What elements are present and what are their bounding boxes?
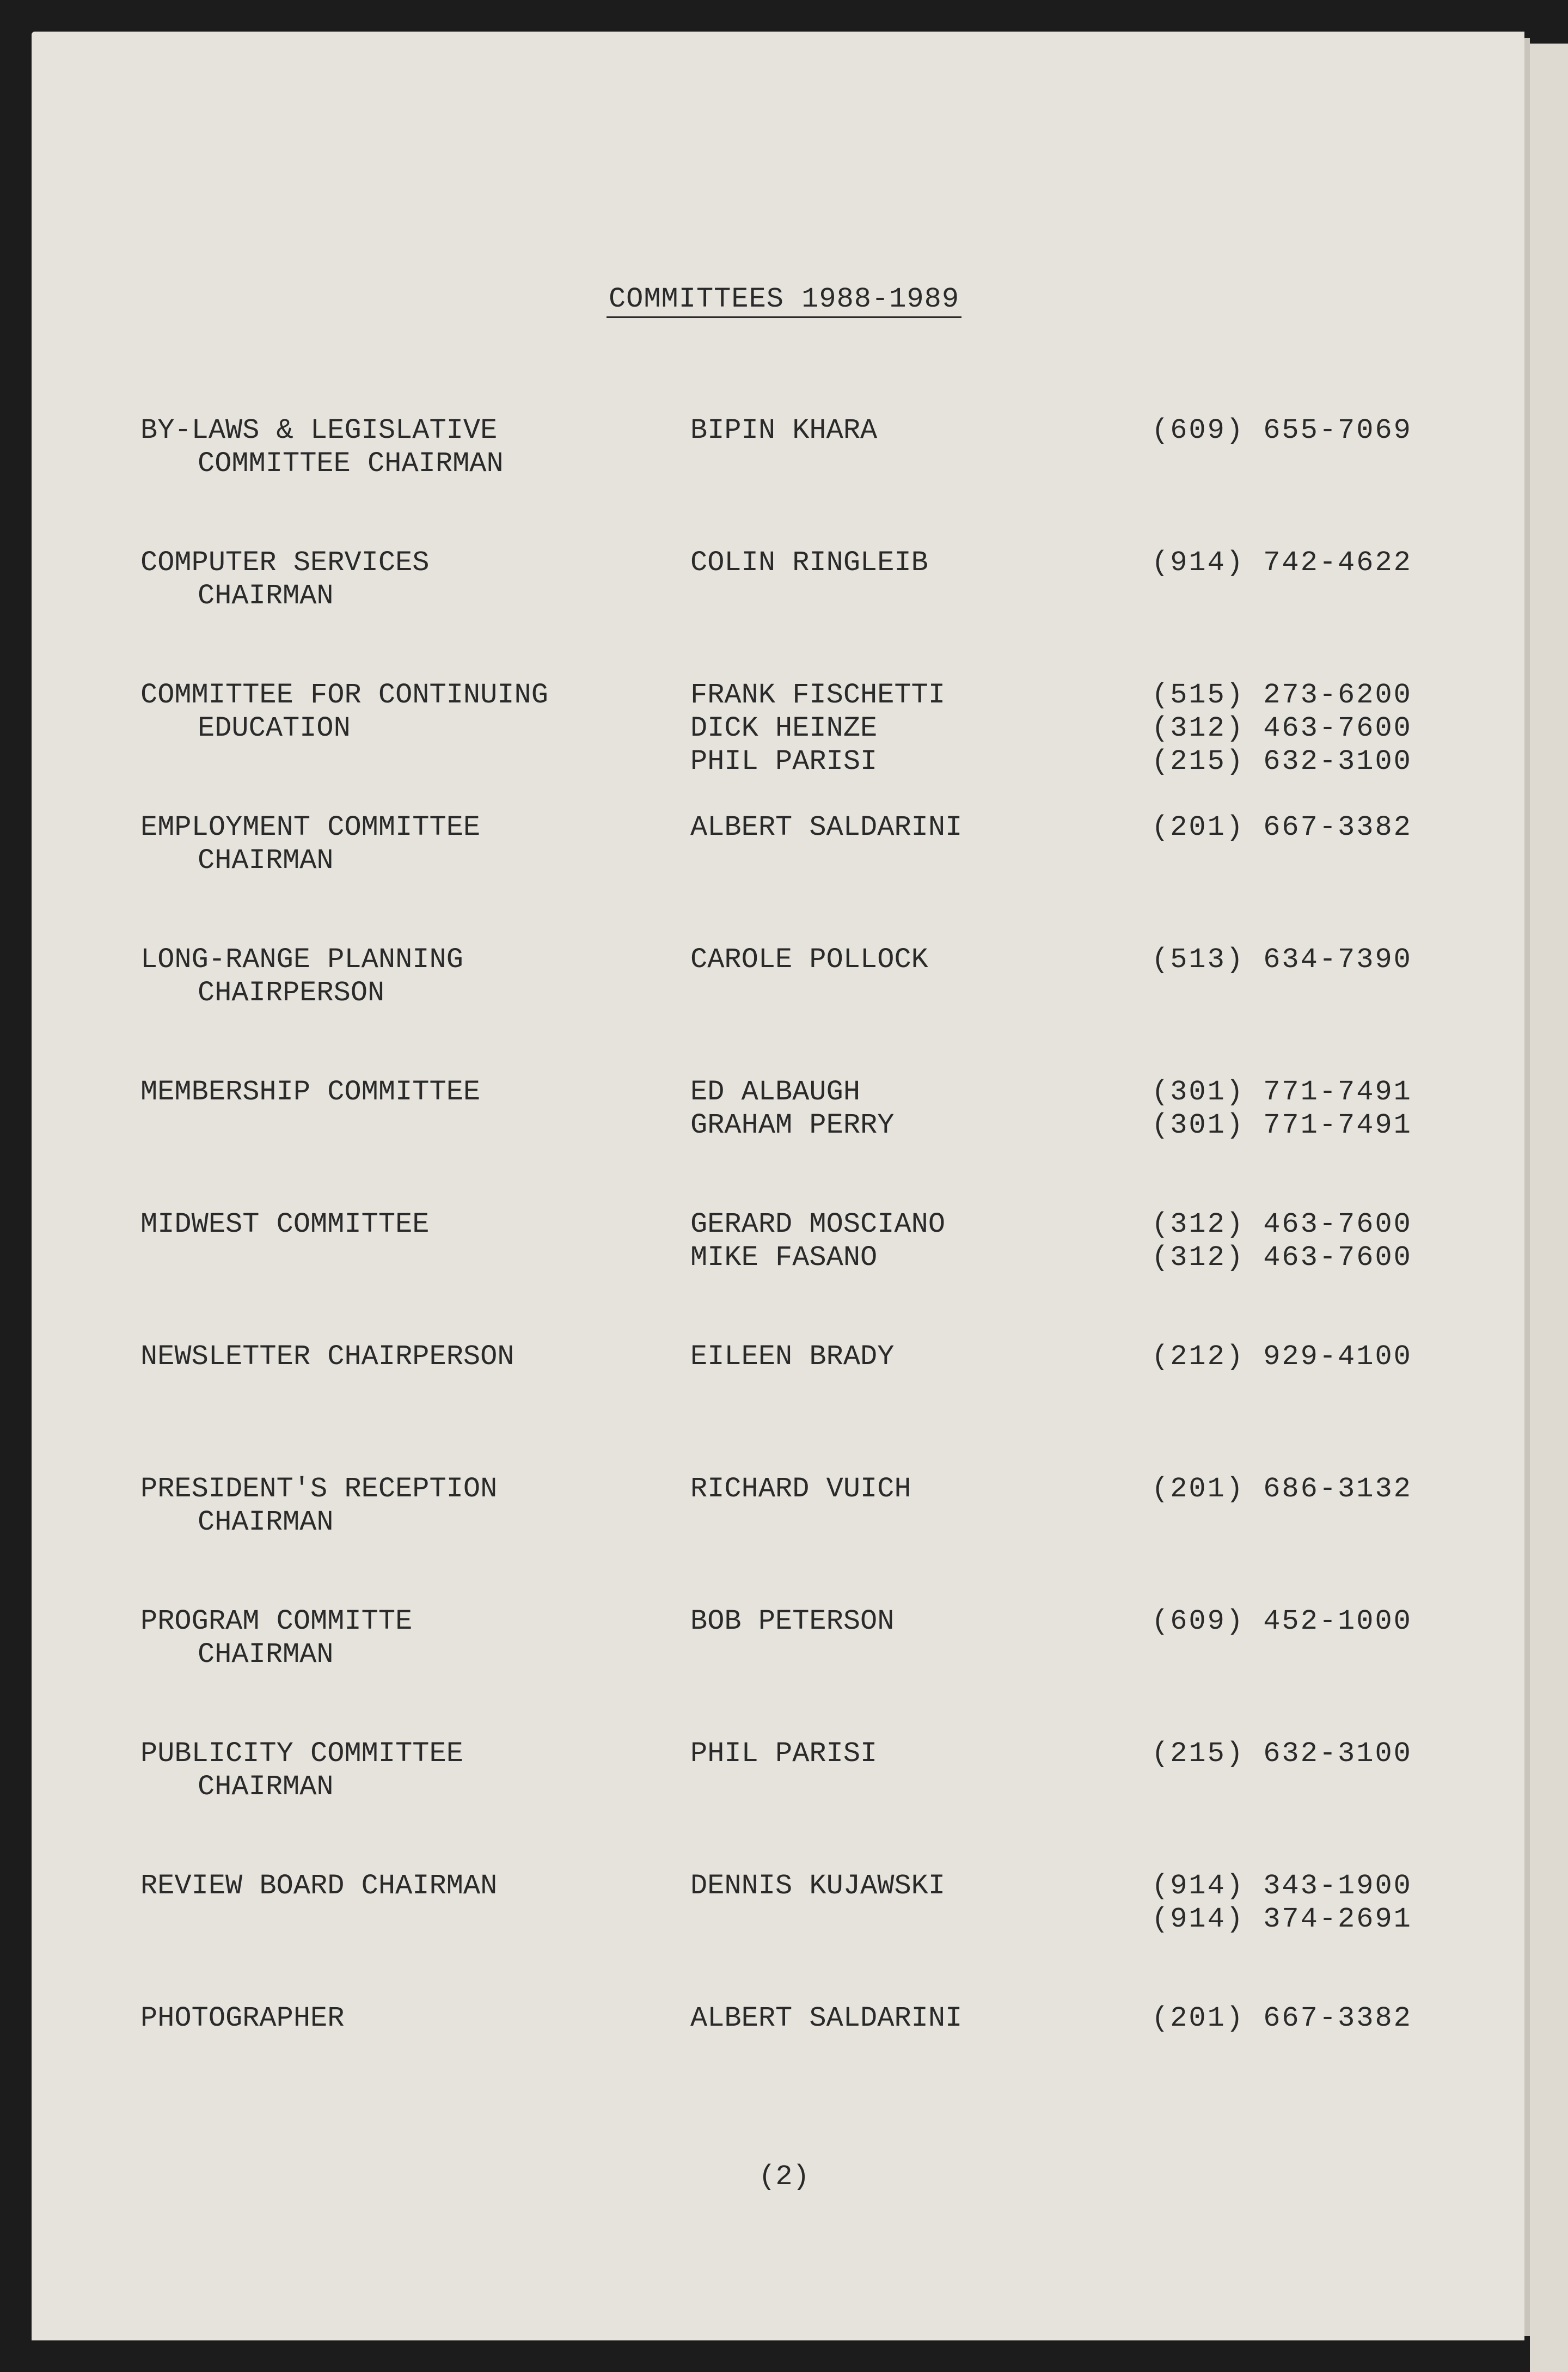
committee-name <box>140 1340 514 1373</box>
chair-name: BOB PETERSON <box>690 1605 895 1637</box>
committee-entry <box>0 546 1568 678</box>
committee-name <box>140 1605 412 1671</box>
phone-numbers <box>1152 414 1412 447</box>
phone-numbers <box>1152 1075 1412 1142</box>
page-number: (2) <box>758 2161 810 2193</box>
chair-name: CAROLE POLLOCK <box>690 944 928 976</box>
phone-numbers <box>1152 546 1412 579</box>
committee-name-line: NEWSLETTER CHAIRPERSON <box>140 1341 514 1373</box>
chair-name: ALBERT SALDARINI <box>690 811 963 843</box>
committee-name-line: REVIEW BOARD CHAIRMAN <box>140 1870 498 1902</box>
chair-names <box>690 1869 945 1903</box>
committee-name <box>140 546 430 613</box>
committee-name <box>140 943 463 1010</box>
chair-name: GRAHAM PERRY <box>690 1109 895 1141</box>
committee-name-line: MEMBERSHIP COMMITTEE <box>140 1076 481 1108</box>
committee-name-line: PHOTOGRAPHER <box>140 2002 345 2034</box>
page-title-text: COMMITTEES 1988-1989 <box>607 283 961 318</box>
committee-name-line: LONG-RANGE PLANNING <box>140 944 463 976</box>
committee-name-line: PUBLICITY COMMITTEE <box>140 1738 463 1770</box>
chair-names <box>690 414 877 447</box>
phone-numbers <box>1152 1869 1412 1936</box>
committee-entry <box>0 1208 1568 1340</box>
committee-name-line: PROGRAM COMMITTE <box>140 1605 413 1637</box>
committee-name-line: CHAIRPERSON <box>198 977 385 1009</box>
phone-number: (312) 463-7600 <box>1152 1208 1412 1240</box>
committee-name-line: COMMITTEE FOR CONTINUING <box>140 679 548 711</box>
committee-entry <box>0 1340 1568 1472</box>
phone-number: (201) 667-3382 <box>1152 811 1412 843</box>
chair-name: PHIL PARISI <box>690 745 878 778</box>
chair-names <box>690 1208 945 1274</box>
chair-names <box>690 2002 962 2035</box>
committee-name-line: EDUCATION <box>198 712 351 744</box>
phone-number: (914) 742-4622 <box>1152 547 1412 579</box>
committee-name-line: CHAIRMAN <box>198 1639 334 1671</box>
committee-name <box>140 811 480 877</box>
phone-number: (201) 686-3132 <box>1152 1473 1412 1505</box>
chair-names <box>690 1605 894 1638</box>
committee-name-line: CHAIRMAN <box>198 1506 334 1538</box>
phone-numbers <box>1152 2002 1412 2035</box>
committee-list <box>0 414 1568 2134</box>
phone-numbers <box>1152 678 1412 778</box>
chair-names <box>690 546 928 579</box>
chair-name: BIPIN KHARA <box>690 414 878 447</box>
phone-number: (301) 771-7491 <box>1152 1076 1412 1108</box>
chair-names <box>690 943 928 976</box>
chair-names <box>690 1075 894 1142</box>
committee-entry <box>0 1737 1568 1869</box>
committee-name-line: CHAIRMAN <box>198 845 334 877</box>
phone-number: (515) 273-6200 <box>1152 679 1412 711</box>
phone-numbers <box>1152 1208 1412 1274</box>
phone-number: (201) 667-3382 <box>1152 2002 1412 2034</box>
committee-name <box>140 1208 430 1241</box>
chair-name: ALBERT SALDARINI <box>690 2002 963 2034</box>
committee-entry <box>0 414 1568 546</box>
chair-names <box>690 1737 877 1770</box>
committee-entry <box>0 811 1568 943</box>
phone-numbers <box>1152 811 1412 844</box>
committee-name <box>140 2002 344 2035</box>
committee-name-line: COMPUTER SERVICES <box>140 547 430 579</box>
phone-number: (312) 463-7600 <box>1152 1242 1412 1274</box>
chair-name: COLIN RINGLEIB <box>690 547 928 579</box>
chair-name: EILEEN BRADY <box>690 1341 895 1373</box>
chair-names <box>690 1472 911 1506</box>
chair-name: MIKE FASANO <box>690 1242 878 1274</box>
chair-name: PHIL PARISI <box>690 1738 878 1770</box>
committee-name <box>140 414 504 480</box>
phone-number: (513) 634-7390 <box>1152 944 1412 976</box>
phone-number: (215) 632-3100 <box>1152 745 1412 778</box>
committee-name-line: MIDWEST COMMITTEE <box>140 1208 430 1240</box>
phone-numbers <box>1152 1605 1412 1638</box>
committee-name <box>140 678 548 745</box>
committee-name-line: CHAIRMAN <box>198 1771 334 1803</box>
committee-entry <box>0 1472 1568 1605</box>
chair-names <box>690 811 962 844</box>
chair-name: GERARD MOSCIANO <box>690 1208 946 1240</box>
committee-entry <box>0 943 1568 1075</box>
chair-name: DICK HEINZE <box>690 712 878 744</box>
committee-entry <box>0 1605 1568 1737</box>
phone-number: (312) 463-7600 <box>1152 712 1412 744</box>
committee-entry <box>0 1869 1568 2002</box>
chair-name: DENNIS KUJAWSKI <box>690 1870 946 1902</box>
committee-name-line: COMMITTEE CHAIRMAN <box>198 448 504 480</box>
committee-name-line: BY-LAWS & LEGISLATIVE <box>140 414 498 447</box>
committee-name <box>140 1737 463 1804</box>
committee-entry <box>0 1075 1568 1208</box>
committee-name <box>140 1472 497 1539</box>
phone-numbers <box>1152 1737 1412 1770</box>
phone-numbers <box>1152 1340 1412 1373</box>
committee-name <box>140 1075 480 1109</box>
chair-names <box>690 1340 894 1373</box>
chair-names <box>690 678 945 778</box>
committee-entry <box>0 678 1568 811</box>
phone-number: (212) 929-4100 <box>1152 1341 1412 1373</box>
committee-name <box>140 1869 497 1903</box>
phone-number: (609) 452-1000 <box>1152 1605 1412 1637</box>
phone-numbers <box>1152 943 1412 976</box>
chair-name: RICHARD VUICH <box>690 1473 911 1505</box>
committee-name-line: CHAIRMAN <box>198 580 334 612</box>
chair-name: ED ALBAUGH <box>690 1076 861 1108</box>
phone-numbers <box>1152 1472 1412 1506</box>
phone-number: (914) 374-2691 <box>1152 1903 1412 1935</box>
phone-number: (215) 632-3100 <box>1152 1738 1412 1770</box>
committee-name-line: EMPLOYMENT COMMITTEE <box>140 811 481 843</box>
chair-name: FRANK FISCHETTI <box>690 679 946 711</box>
committee-name-line: PRESIDENT'S RECEPTION <box>140 1473 498 1505</box>
committee-entry <box>0 2002 1568 2134</box>
page-title <box>0 283 1568 315</box>
phone-number: (609) 655-7069 <box>1152 414 1412 447</box>
phone-number: (914) 343-1900 <box>1152 1870 1412 1902</box>
phone-number: (301) 771-7491 <box>1152 1109 1412 1141</box>
